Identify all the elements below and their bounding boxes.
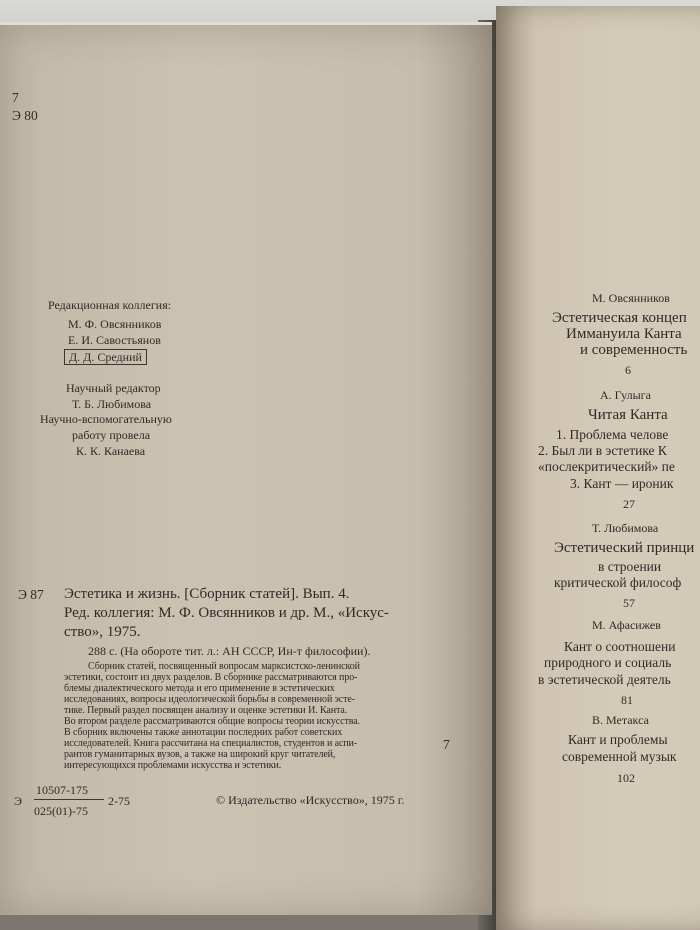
toc-title-line: Кант о соотношени xyxy=(564,639,676,654)
annotation-line: эстетики, состоит из двух разделов. В сборнике рассматриваются про- xyxy=(64,672,358,683)
toc-author: В. Метакса xyxy=(592,713,649,727)
toc-title-line: в эстетической деятель xyxy=(538,672,671,687)
toc-title-line: 1. Проблема челове xyxy=(556,427,669,442)
catalog-line: Эстетика и жизнь. [Сборник статей]. Вып. 4. xyxy=(64,586,350,602)
annotation-line: тике. Первый раздел посвящен анализу и оценке эстетики И. Канта. xyxy=(64,705,348,716)
toc-title-line: критической философ xyxy=(554,575,682,590)
toc-author: М. Афасижев xyxy=(592,618,661,632)
annotation-line: Во втором разделе рассматриваются общие вопросы теории искусства. xyxy=(64,716,360,727)
toc-title-line: Эстетическая концеп xyxy=(552,310,687,326)
toc-page: 102 xyxy=(617,771,635,785)
sci-editor-label: Научный редактор xyxy=(66,381,161,395)
toc-title-line: 2. Был ли в эстетике К xyxy=(538,443,667,458)
aux-label: Научно-вспомогательную xyxy=(40,412,172,426)
annotation-line: Сборник статей, посвященный вопросам марксистско-ленинской xyxy=(88,661,360,672)
copyright: © Издательство «Искусство», 1975 г. xyxy=(216,793,405,807)
toc-page: 27 xyxy=(623,497,635,511)
catalog-line: Ред. коллегия: М. Ф. Овсянников и др. М., «Искус- xyxy=(64,605,389,621)
toc-page: 6 xyxy=(625,363,631,377)
toc-title-line: Иммануила Канта xyxy=(566,326,682,342)
annotation-line: В сборник включены также аннотации последних работ советских xyxy=(64,727,343,738)
toc-title-line: в строении xyxy=(598,559,662,574)
catalog-line: ство», 1975. xyxy=(64,624,141,640)
board-member-framed: Д. Д. Средний xyxy=(64,349,147,365)
toc-author: М. Овсянников xyxy=(592,291,670,305)
aux-name: К. К. Канаева xyxy=(76,444,146,458)
fraction-prefix: Э xyxy=(14,794,22,808)
pages-line: 288 с. (На обороте тит. л.: АН СССР, Ин-т философии). xyxy=(88,644,371,658)
aux-label: работу провела xyxy=(72,428,151,442)
toc-page: 57 xyxy=(623,596,635,610)
fraction-bar xyxy=(34,799,104,800)
toc-title-line: и современность xyxy=(580,342,688,358)
toc-title-line: Кант и проблемы xyxy=(568,732,668,747)
index-code: Э 80 xyxy=(12,108,38,123)
annotation-line: исследованиях, вопросы идеологической борьбы в современной эсте- xyxy=(64,694,355,705)
board-member: Е. И. Савостьянов xyxy=(68,333,161,347)
toc-title-line: 3. Кант — ироник xyxy=(570,476,674,491)
sci-editor-name: Т. Б. Любимова xyxy=(72,397,152,411)
toc-author: Т. Любимова xyxy=(592,521,659,535)
annotation-line: блемы диалектического метода и его применение в эстетических xyxy=(64,683,335,694)
class-number: 7 xyxy=(443,737,450,752)
fraction-numerator: 10507-175 xyxy=(36,783,88,797)
toc-page: 81 xyxy=(621,693,633,707)
annotation-line: рантов гуманитарных вузов, а также на широкий круг читателей, xyxy=(64,749,336,760)
board-heading: Редакционная коллегия: xyxy=(48,298,172,312)
annotation-line: исследователей. Книга рассчитана на специалистов, студентов и аспи- xyxy=(64,738,358,749)
toc-title-line: современной музык xyxy=(562,749,677,764)
toc-title-line: «послекритический» пе xyxy=(538,459,675,474)
toc-title-line: природного и социаль xyxy=(544,655,672,670)
left-page xyxy=(0,22,492,915)
index-number: 7 xyxy=(12,90,19,105)
board-member: М. Ф. Овсянников xyxy=(68,317,162,331)
toc-title-line: Эстетический принци xyxy=(554,540,695,556)
annotation-line: интересующихся проблемами искусства и эстетики. xyxy=(64,760,282,771)
toc-title-line: Читая Канта xyxy=(588,407,668,423)
catalog-code: Э 87 xyxy=(18,587,44,602)
toc-author: А. Гулыга xyxy=(600,388,651,402)
fraction-suffix: 2-75 xyxy=(108,794,130,808)
fraction-denominator: 025(01)-75 xyxy=(34,804,88,818)
